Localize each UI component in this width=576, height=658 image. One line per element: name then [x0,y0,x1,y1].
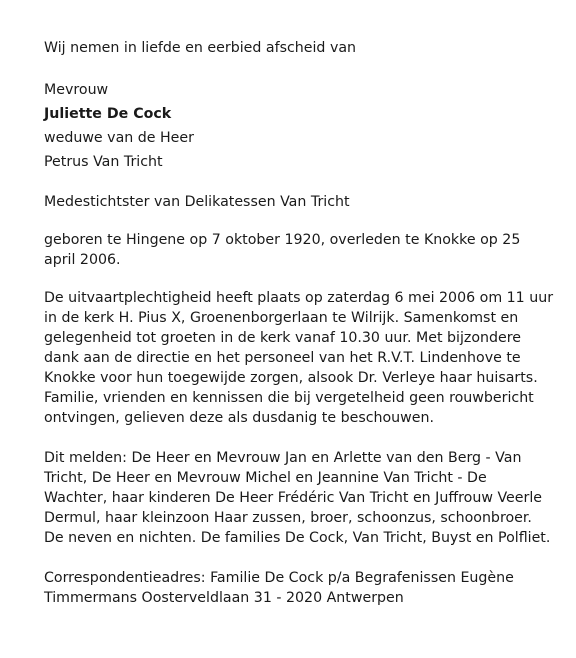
birth-death-paragraph: geboren te Hingene op 7 oktober 1920, overleden te Knokke op 25 april 2006. [44,232,521,268]
salutation: Mevrouw [44,82,109,98]
intro-line: Wij nemen in liefde en eerbied afscheid van [44,40,357,56]
role-line: Medestichtster van Delikatessen Van Tricht [44,194,350,210]
husband-name: Petrus Van Tricht [44,154,163,170]
deceased-name: Juliette De Cock [44,106,172,122]
correspondence-paragraph: Correspondentieadres: Familie De Cock p/a Begrafenissen Eugène Timmermans Oosterveldlaan 31 - 2020 Antwerpen [44,570,514,606]
widow-of-line: weduwe van de Heer [44,130,194,146]
obituary-document [44,36,554,608]
announced-by-paragraph: Dit melden: De Heer en Mevrouw Jan en Arlette van den Berg - Van Tricht, De Heer en Mevrouw Michel en Jeannine Van Tricht - De Wachter, haar kinderen De Heer Frédéric Van Tricht en Juffrouw Veerle Dermul, haar kleinzoon Haar zussen, broer, schoonzus, schoonbroer. De neven en nichten. De families De Cock, Van Tricht, Buyst en Polfliet. [44,450,551,546]
funeral-paragraph: De uitvaartplechtigheid heeft plaats op zaterdag 6 mei 2006 om 11 uur in de kerk H. Pius X, Groenenborgerlaan te Wilrijk. Samenkomst en gelegenheid tot groeten in de kerk vanaf 10.30 uur. Met bijzondere dank aan de directie en het personeel van het R.V.T. Lindenhove te Knokke voor hun toegewijde zorgen, alsook Dr. Verleye haar huisarts. Familie, vrienden en kennissen die bij vergetelheid geen rouwbericht ontvingen, gelieven deze als dusdanig te beschouwen. [44,290,554,426]
